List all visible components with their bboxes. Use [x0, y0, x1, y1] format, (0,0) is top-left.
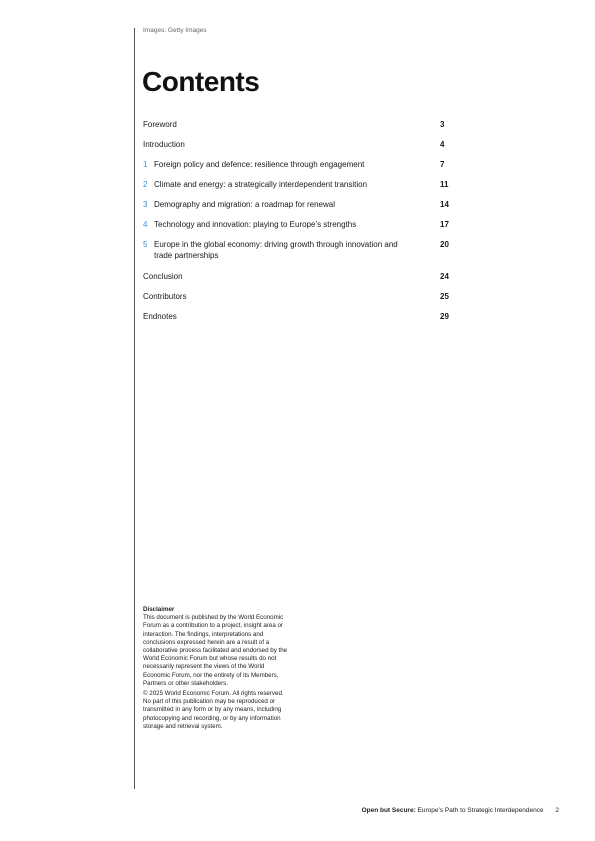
image-credit: Images: Getty Images: [143, 27, 207, 34]
toc-item-label: Foreign policy and defence: resilience through engagement: [154, 160, 365, 169]
toc-item-number: 3: [143, 200, 148, 209]
toc-item-page: 20: [440, 240, 449, 249]
toc-item-endnotes[interactable]: [143, 311, 453, 331]
toc-item-label: Foreword: [143, 120, 177, 129]
page-footer: [362, 807, 559, 814]
toc-item-label: Contributors: [143, 292, 187, 301]
page-title: Contents: [142, 66, 260, 97]
footer-title-bold: Open but Secure:: [361, 807, 416, 814]
toc-item-label: Europe in the global economy: driving growth through innovation and trade partnerships: [154, 240, 398, 260]
toc-item-label: Climate and energy: a strategically interdependent transition: [154, 180, 368, 189]
table-of-contents: [143, 119, 453, 331]
toc-item-chapter-1[interactable]: [143, 159, 453, 179]
toc-item-contributors[interactable]: [143, 291, 453, 311]
toc-item-page: 24: [440, 272, 449, 281]
vertical-rule: [134, 28, 135, 789]
toc-item-page: 3: [440, 120, 445, 129]
toc-item-page: 29: [440, 312, 449, 321]
toc-item-number: 2: [143, 180, 148, 189]
toc-item-chapter-4[interactable]: [143, 219, 453, 239]
toc-item-number: 5: [143, 240, 148, 249]
toc-item-chapter-5[interactable]: [143, 239, 453, 271]
toc-item-label: Introduction: [143, 140, 185, 149]
disclaimer: [143, 606, 293, 731]
toc-item-number: 4: [143, 220, 148, 229]
disclaimer-heading: Disclaimer: [143, 606, 175, 613]
toc-item-page: 17: [440, 220, 449, 229]
page-number: 2: [555, 807, 559, 814]
toc-item-page: 14: [440, 200, 449, 209]
toc-item-chapter-3[interactable]: [143, 199, 453, 219]
toc-item-label: Technology and innovation: playing to Europe’s strengths: [154, 220, 357, 229]
toc-item-foreword[interactable]: [143, 119, 453, 139]
toc-item-number: 1: [143, 160, 148, 169]
toc-item-page: 7: [440, 160, 445, 169]
toc-item-page: 25: [440, 292, 449, 301]
toc-item-label: Conclusion: [143, 272, 183, 281]
toc-item-label: Demography and migration: a roadmap for renewal: [154, 200, 335, 209]
footer-title-rest: Europe’s Path to Strategic Interdependence: [415, 807, 544, 814]
copyright-notice: © 2025 World Economic Forum. All rights reserved. No part of this publication may be reproduced or transmitted in any form or by any means, including photocopying and recording, or by any information storage and retrieval system.: [143, 690, 284, 730]
toc-item-page: 4: [440, 140, 445, 149]
toc-item-conclusion[interactable]: [143, 271, 453, 291]
disclaimer-body: This document is published by the World Economic Forum as a contribution to a project, insight area or interaction. The findings, interpretations and conclusions expressed herein are a result of a collaborative process facilitated and endorsed by the World Economic Forum but whose results do not necessarily represent the views of the World Economic Forum, nor the entirety of its Members, Partners or other stakeholders.: [143, 614, 288, 687]
toc-item-label: Endnotes: [143, 312, 177, 321]
toc-item-page: 11: [440, 180, 449, 189]
toc-item-introduction[interactable]: [143, 139, 453, 159]
toc-item-chapter-2[interactable]: [143, 179, 453, 199]
